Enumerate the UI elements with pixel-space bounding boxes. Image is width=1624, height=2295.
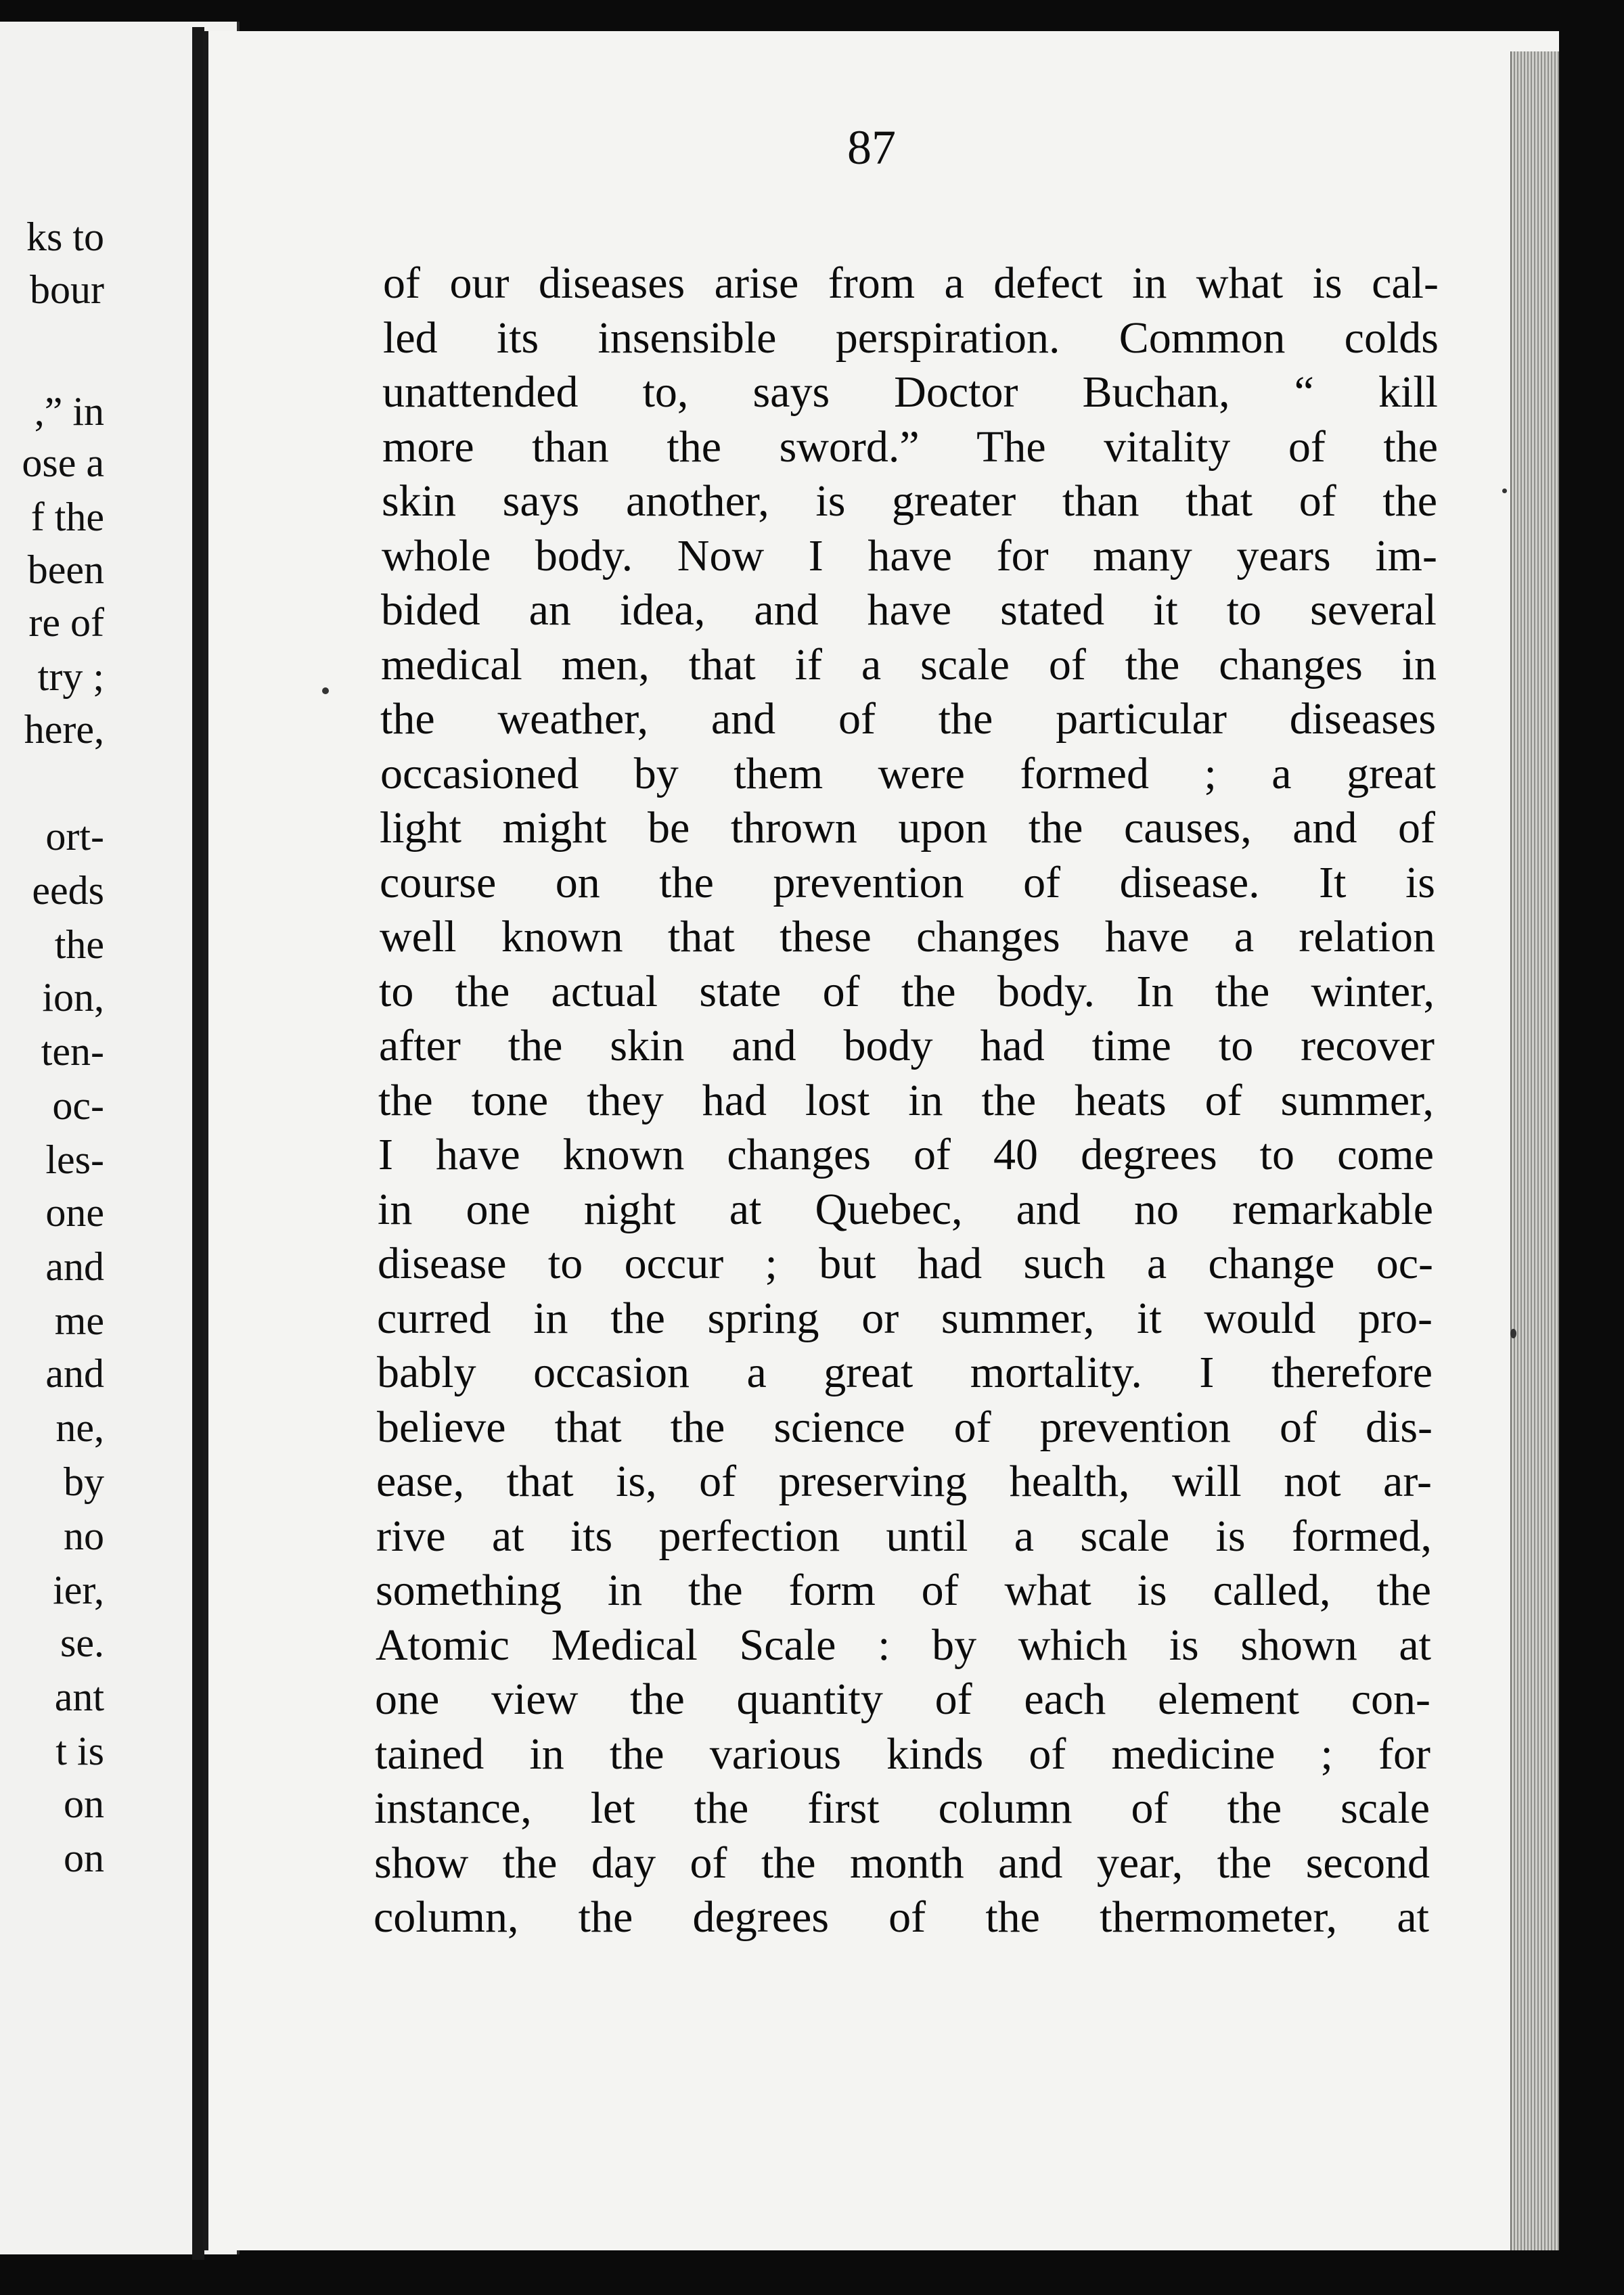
left-page-line: been	[27, 547, 104, 592]
left-page-line: f the	[30, 495, 104, 539]
text-line: curred in the spring or summer, it would pro-	[377, 1293, 1433, 1343]
left-page-line: on	[64, 1836, 104, 1880]
left-page-line: ier,	[53, 1568, 104, 1612]
left-page-line: re of	[28, 600, 104, 645]
text-line: whole body. Now I have for many years im-	[382, 530, 1437, 581]
left-page-line: eeds	[32, 868, 104, 913]
left-page-line: ks to	[26, 214, 104, 259]
ink-speck	[1502, 488, 1507, 493]
left-page-line: by	[64, 1459, 104, 1504]
left-page-line: and	[45, 1244, 104, 1289]
text-line: tained in the various kinds of medicine ; for	[375, 1729, 1430, 1779]
left-page-line: ten-	[41, 1029, 104, 1074]
text-line: led its insensible perspiration. Common colds	[383, 313, 1439, 363]
text-line: occasioned by them were formed ; a great	[380, 748, 1436, 798]
left-page-line: t is	[55, 1729, 104, 1773]
text-line: instance, let the first column of the scale	[374, 1783, 1430, 1833]
left-page-line: oc-	[52, 1083, 104, 1128]
left-page-line: les-	[45, 1137, 104, 1182]
text-line: the weather, and of the particular diseases	[380, 694, 1436, 744]
text-line: bided an idea, and have stated it to several	[381, 585, 1437, 635]
text-line: I have known changes of 40 degrees to come	[378, 1130, 1434, 1179]
left-page-line: ort-	[45, 814, 104, 859]
ink-speck	[322, 687, 329, 694]
left-page-line: bour	[30, 267, 104, 312]
text-line: ease, that is, of preserving health, will not ar-	[376, 1457, 1432, 1506]
text-line: show the day of the month and year, the second	[374, 1838, 1430, 1888]
text-line: of our diseases arise from a defect in what is cal-	[383, 258, 1439, 308]
left-page-line: se.	[60, 1620, 104, 1665]
text-line: after the skin and body had time to recover	[379, 1021, 1435, 1070]
page-edge-texture	[1510, 51, 1559, 2250]
text-line: the tone they had lost in the heats of summer,	[378, 1075, 1434, 1125]
text-line: Atomic Medical Scale : by which is shown at	[376, 1620, 1431, 1670]
text-line: well known that these changes have a relation	[380, 912, 1435, 961]
text-line: something in the form of what is called, the	[376, 1566, 1431, 1615]
text-line: disease to occur ; but had such a change oc-	[378, 1239, 1433, 1288]
text-line: believe that the science of prevention of dis-	[377, 1402, 1433, 1452]
left-page-line: ,” in	[34, 389, 104, 434]
left-page-line: the	[54, 922, 104, 967]
left-page-line: on	[64, 1781, 104, 1826]
page-number: 87	[847, 120, 896, 175]
text-line: skin says another, is greater than that of the	[382, 476, 1437, 526]
text-line: one view the quantity of each element con-	[375, 1675, 1430, 1724]
text-line: light might be thrown upon the causes, and of	[380, 803, 1435, 853]
right-page	[203, 31, 1559, 2250]
text-line: more than the sword.” The vitality of the	[382, 422, 1438, 472]
left-page-line: ant	[54, 1675, 104, 1719]
ink-speck	[1510, 1329, 1516, 1338]
left-page-line: try ;	[37, 654, 104, 699]
text-line: rive at its perfection until a scale is formed,	[376, 1511, 1432, 1561]
left-page-line: here,	[24, 707, 104, 752]
left-page-line: ne,	[55, 1405, 104, 1450]
left-page-line: no	[64, 1514, 104, 1558]
left-page-line: and	[45, 1351, 104, 1396]
text-line: column, the degrees of the thermometer, at	[374, 1892, 1429, 1942]
text-line: bably occasion a great mortality. I therefore	[377, 1348, 1433, 1397]
text-line: to the actual state of the body. In the winter,	[379, 966, 1435, 1016]
left-page-line: me	[54, 1298, 104, 1343]
text-line: course on the prevention of disease. It is	[380, 857, 1435, 907]
left-page-line: ion,	[42, 975, 104, 1020]
text-line: in one night at Quebec, and no remarkable	[378, 1184, 1433, 1234]
text-line: medical men, that if a scale of the changes in	[381, 639, 1437, 689]
left-page-line: one	[45, 1190, 104, 1235]
left-page-line: ose a	[22, 440, 104, 485]
text-line: unattended to, says Doctor Buchan, “ kill	[382, 367, 1438, 417]
